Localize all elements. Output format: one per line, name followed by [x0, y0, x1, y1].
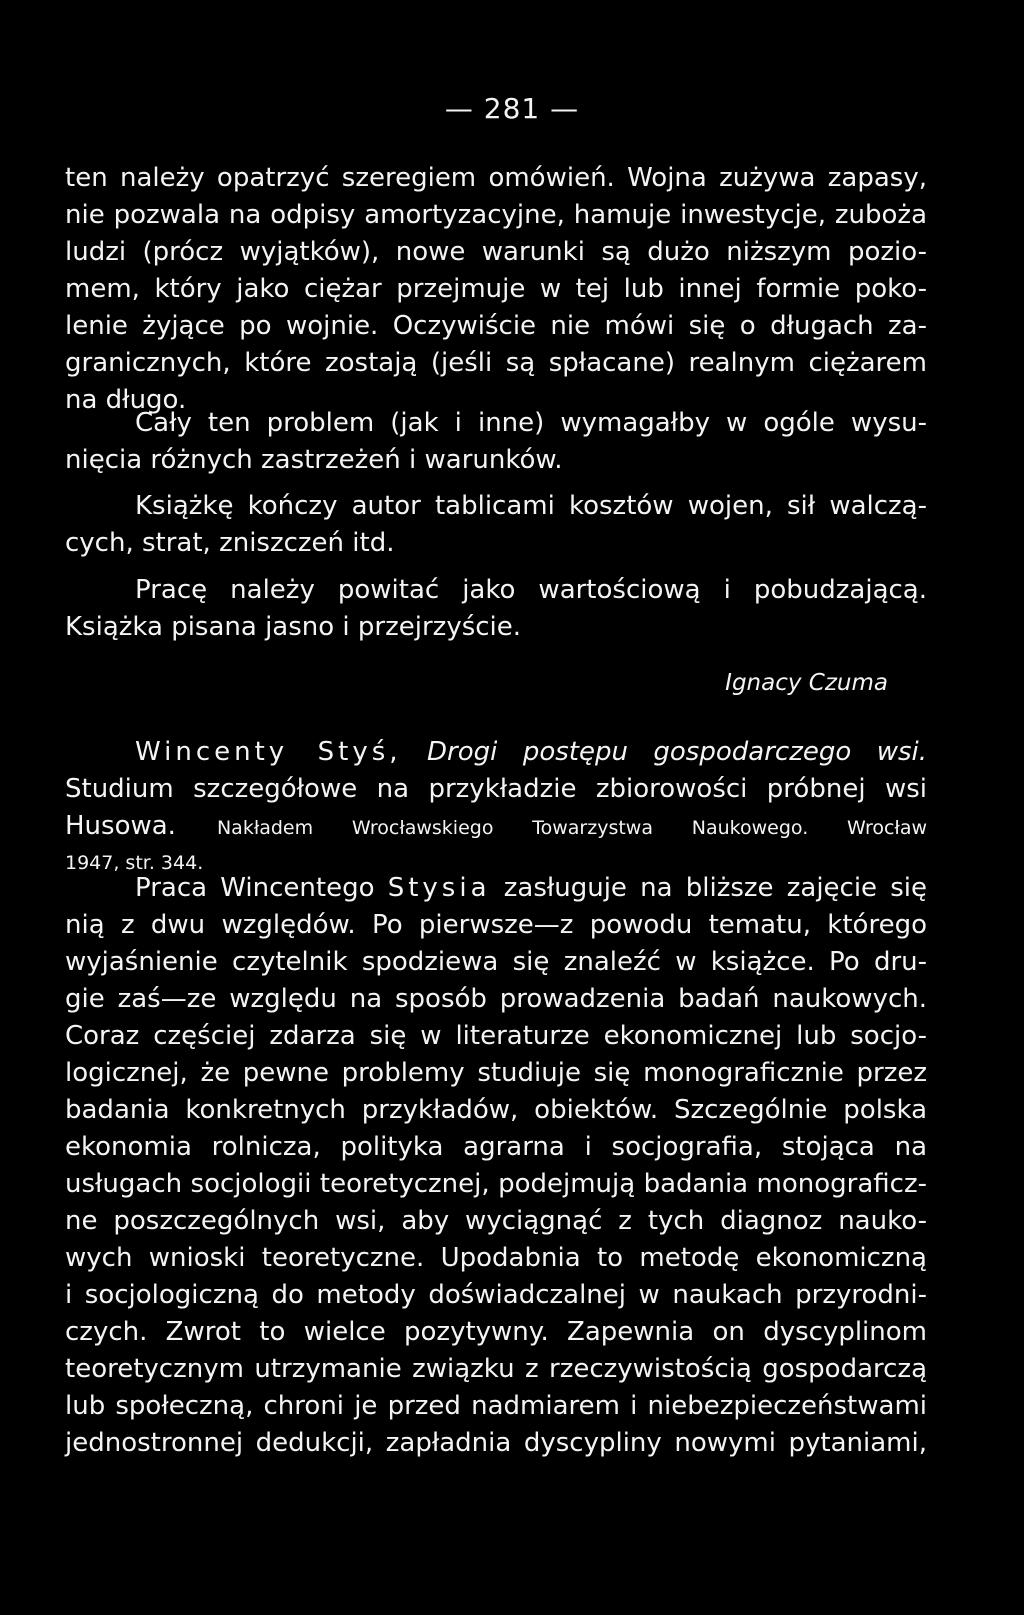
- text-line: lub społeczną, chroni je przed nadmiarem i niebezpieczeństwami: [65, 1391, 927, 1421]
- page-number: — 281 —: [444, 92, 580, 125]
- text-line: [65, 870, 927, 907]
- text-line: jednostronnej dedukcji, zapładnia dyscypliny nowymi pytaniami,: [65, 1428, 927, 1458]
- text-line: na długo.: [65, 385, 187, 415]
- bibliographic-entry: [65, 734, 927, 882]
- text-line: Książka pisana jasno i przejrzyście.: [65, 612, 522, 642]
- previous-review-body: [65, 160, 927, 419]
- text-line: granicznych, które zostają (jeśli są spłacane) realnym ciężarem: [65, 348, 927, 378]
- text-line: teoretycznym utrzymanie związku z rzeczywistością gospodarczą: [65, 1354, 927, 1384]
- text-line: czych. Zwrot to wielce pozytywny. Zapewnia on dyscyplinom: [65, 1317, 927, 1347]
- text-fragment: zasługuje na bliższe zajęcie się: [503, 873, 928, 903]
- paragraph-problem: [65, 405, 927, 479]
- text-line: badania konkretnych przykładów, obiektów. Szczególnie polska: [65, 1095, 927, 1125]
- bib-line: Studium szczegółowe na przykładzie zbiorowości próbnej wsi: [65, 774, 927, 804]
- text-line: logicznej, że pewne problemy studiuje się monograficznie przez: [65, 1058, 927, 1088]
- paragraph-conclusion: [65, 572, 927, 646]
- review-body: [65, 870, 927, 1462]
- text-line: nią z dwu względów. Po pierwsze—z powodu tematu, którego: [65, 910, 927, 940]
- text-line: ne poszczególnych wsi, aby wyciągnąć z tych diagnoz nauko-: [65, 1206, 927, 1236]
- text-line: nie pozwala na odpisy amortyzacyjne, hamuje inwestycje, zuboża: [65, 200, 927, 230]
- author-name-spaced: Stysia: [387, 873, 491, 903]
- bib-publisher: Nakładem Wrocławskiego Towarzystwa Naukowego. Wrocław: [216, 817, 928, 839]
- bib-line: [65, 808, 927, 845]
- bib-line: [65, 734, 927, 771]
- text-line: Pracę należy powitać jako wartościową i pobudzającą.: [135, 575, 927, 605]
- text-line: mem, który jako ciężar przejmuje w tej lub innej formie poko-: [65, 274, 927, 304]
- text-line: wyjaśnienie czytelnik spodziewa się znaleźć w książce. Po dru-: [65, 947, 927, 977]
- text-line: ekonomia rolnicza, polityka agrarna i socjografia, stojąca na: [65, 1132, 927, 1162]
- book-author: Wincenty Styś,: [135, 737, 402, 767]
- reviewer-signature: Ignacy Czuma: [725, 670, 888, 696]
- paragraph-tables: [65, 488, 927, 562]
- text-line: ludzi (prócz wyjątków), nowe warunki są dużo niższym pozio-: [65, 237, 927, 267]
- text-line: wych wnioski teoretyczne. Upodabnia to metodę ekonomiczną: [65, 1243, 927, 1273]
- text-fragment: Praca Wincentego: [135, 873, 375, 903]
- text-line: lenie żyjące po wojnie. Oczywiście nie mówi się o długach za-: [65, 311, 927, 341]
- text-line: ten należy opatrzyć szeregiem omówień. Wojna zużywa zapasy,: [65, 163, 927, 193]
- text-line: Książkę kończy autor tablicami kosztów wojen, sił walczą-: [135, 491, 927, 521]
- text-line: Cały ten problem (jak i inne) wymagałby w ogóle wysu-: [135, 408, 927, 438]
- bib-line: 1947, str. 344.: [65, 852, 204, 874]
- text-line: Coraz częściej zdarza się w literaturze ekonomicznej lub socjo-: [65, 1021, 927, 1051]
- book-title: Drogi postępu gospodarczego wsi.: [427, 737, 927, 767]
- text-line: nięcia różnych zastrzeżeń i warunków.: [65, 445, 563, 475]
- text-line: gie zaś—ze względu na sposób prowadzenia badań naukowych.: [65, 984, 927, 1014]
- text-line: usługach socjologii teoretycznej, podejmują badania monograficz-: [65, 1169, 927, 1199]
- bib-place: Husowa.: [65, 811, 176, 841]
- text-line: cych, strat, zniszczeń itd.: [65, 528, 395, 558]
- text-line: i socjologiczną do metody doświadczalnej w naukach przyrodni-: [65, 1280, 927, 1310]
